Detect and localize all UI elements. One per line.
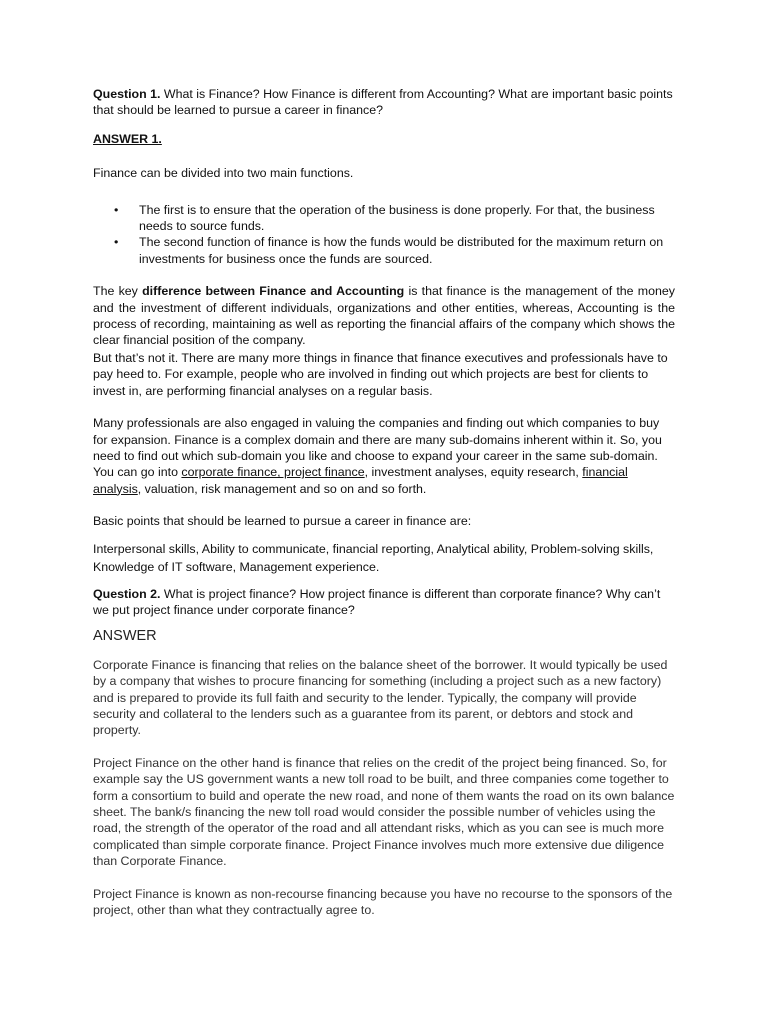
question-2-label: Question 2. [93, 586, 161, 601]
document-body [93, 86, 675, 918]
project-finance-paragraph: Project Finance on the other hand is finance that relies on the credit of the project being financed. So, for example say the US government wants a new toll road to be built, and three companies come together to form a consortium to build and operate the new road, and none of them wants the road on its own balance sheet. The bank/s financing the new toll road would consider the possible number of vehicles using the road, the strength of the operator of the road and all attendant risks, which as you can see is much more complicated than simple corporate finance. Project Finance involves much more extensive due diligence than Corporate Finance. [93, 755, 675, 869]
non-recourse-paragraph: Project Finance is known as non-recourse financing because you have no recourse to the sponsors of the project, other than what they contractually agree to. [93, 886, 673, 918]
question-1-text: What is Finance? How Finance is different from Accounting? What are important basic points that should be learned to pursue a career in finance? [93, 87, 673, 118]
corporate-finance-paragraph: Corporate Finance is financing that relies on the balance sheet of the borrower. It would typically be used by a company that wishes to procure financing for something (including a project such as a new factory) and is prepared to provide its full faith and security to the lender. Typically, the company will provide security and collateral to the lenders such as a guarantee from its parent, or debtors and stock and property. [93, 657, 668, 738]
list-item [93, 202, 675, 235]
skills-paragraph: Interpersonal skills, Ability to communicate, financial reporting, Analytical ability, Problem-solving skills, Knowledge of IT software, Management experience. [93, 541, 654, 574]
professionals-paragraph [93, 415, 675, 497]
functions-list [93, 202, 675, 268]
more-paragraph: But that’s not it. There are many more things in finance that finance executives and professionals have to pay heed to. For example, people who are involved in finding out which projects are best for clients to invest in, are performing financial analyses on a regular basis. [93, 350, 668, 398]
basic-points-heading: Basic points that should be learned to pursue a career in finance are: [93, 514, 472, 529]
answer-1-heading: ANSWER 1. [93, 131, 162, 146]
answer-2-heading: ANSWER [93, 628, 157, 645]
professionals-pre: Many professionals are also engaged in valuing the companies and finding out which companies to buy for expansion. Finance is a complex domain and there are many sub-domains inherent within it. So, you need to find out which sub-domain you like and choose to expand your career in the same sub-domain. You can go into [93, 416, 662, 480]
difference-paragraph [93, 283, 675, 349]
financial-analysis-link[interactable]: financial analysis [93, 465, 628, 496]
difference-bold: difference between Finance and Accounting [142, 284, 405, 299]
difference-post: is that finance is the management of the money and the investment of different individuals, organizations and other entities, whereas, Accounting is the process of recording, maintaining as well as reporting the financial affairs of the company which shows the clear financial position of the company. [93, 284, 675, 348]
list-item-text: The first is to ensure that the operation of the business is done properly. For that, the business needs to source funds. [139, 202, 655, 234]
professionals-mid: , investment analyses, equity research, [364, 465, 583, 480]
question-2-text: What is project finance? How project finance is different than corporate finance? Why can’t we put project finance under corporate finance? [93, 586, 661, 617]
question-1 [93, 86, 675, 119]
bullet-icon: • [114, 235, 119, 250]
professionals-post: , valuation, risk management and so on and so forth. [137, 481, 427, 496]
list-item-text: The second function of finance is how the funds would be distributed for the maximum return on investments for business once the funds are sourced. [139, 235, 664, 266]
intro-paragraph: Finance can be divided into two main functions. [93, 166, 354, 181]
bullet-icon: • [114, 202, 119, 217]
question-2 [93, 586, 675, 619]
list-item [93, 234, 675, 267]
question-1-label: Question 1. [93, 87, 161, 101]
difference-pre: The key [93, 284, 143, 299]
corporate-project-finance-link[interactable]: corporate finance, project finance [181, 465, 365, 480]
